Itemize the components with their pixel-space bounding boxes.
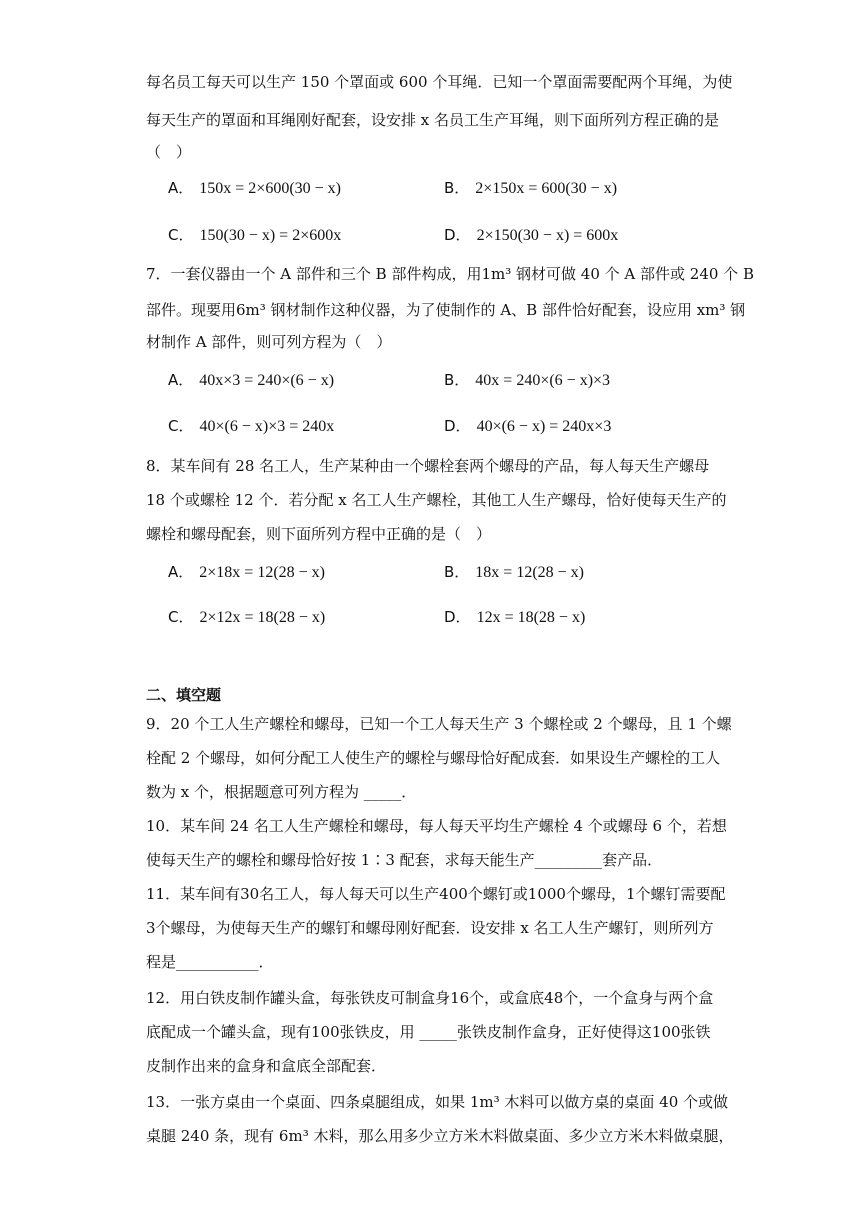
- q7-line-1: 7．一套仪器由一个 A 部件和三个 B 部件构成，用1m³ 钢材可做 40 个 A 部件或 240 个 B: [146, 265, 754, 283]
- q8-line-1: 8．某车间有 28 名工人，生产某种由一个螺栓套两个螺母的产品，每人每天生产螺母: [146, 457, 710, 475]
- q13-line-2: 桌腿 240 条，现有 6m³ 木料，那么用多少立方米木料做桌面、多少立方米木料做桌腿，: [146, 1127, 734, 1145]
- option-label: A．: [168, 563, 194, 581]
- option-expression: 2×150(30 − x) = 600x: [476, 227, 619, 244]
- q7-line-3: 材制作 A 部件，则可列方程为（ ）: [146, 333, 392, 351]
- option-label: C．: [168, 608, 194, 626]
- q6-option-b[interactable]: [444, 178, 617, 199]
- q8-option-a[interactable]: [168, 562, 325, 583]
- q11-line-2: 3个螺母，为使每天生产的螺钉和螺母刚好配套．设安排 x 名工人生产螺钉，则所列方: [146, 919, 714, 937]
- option-label: A．: [168, 179, 194, 197]
- q8-line-2: 18 个或螺栓 12 个．若分配 x 名工人生产螺栓，其他工人生产螺母，恰好使每天生产的: [146, 491, 727, 509]
- q11-line-3: 程是___________．: [146, 953, 274, 971]
- q7-option-b[interactable]: [444, 370, 610, 391]
- option-expression: 40×(6 − x)×3 = 240x: [199, 418, 335, 435]
- option-expression: 40x×3 = 240×(6 − x): [199, 372, 335, 389]
- option-label: D．: [444, 608, 471, 626]
- q13-line-1: 13．一张方桌由一个桌面、四条桌腿组成，如果 1m³ 木料可以做方桌的桌面 40 个或做: [146, 1093, 729, 1111]
- option-label: A．: [168, 371, 194, 389]
- q6-line-3: （ ）: [146, 143, 192, 161]
- option-expression: 18x = 12(28 − x): [475, 564, 584, 581]
- q10-line-1: 10．某车间 24 名工人生产螺栓和螺母，每人每天平均生产螺栓 4 个或螺母 6 个，若想: [146, 817, 727, 835]
- option-label: D．: [444, 226, 471, 244]
- option-label: C．: [168, 417, 194, 435]
- option-label: B．: [444, 179, 470, 197]
- q6-option-c[interactable]: [168, 225, 341, 246]
- option-expression: 2×18x = 12(28 − x): [199, 564, 325, 581]
- q8-option-d[interactable]: [444, 607, 585, 628]
- option-label: B．: [444, 371, 470, 389]
- q8-option-b[interactable]: [444, 562, 584, 583]
- q6-line-2: 每天生产的罩面和耳绳刚好配套，设安排 x 名员工生产耳绳，则下面所列方程正确的是: [146, 111, 719, 129]
- q8-line-3: 螺栓和螺母配套，则下面所列方程中正确的是（ ）: [146, 525, 492, 543]
- q6-option-d[interactable]: [444, 225, 618, 246]
- option-expression: 150(30 − x) = 2×600x: [199, 227, 342, 244]
- option-expression: 40×(6 − x) = 240x×3: [476, 418, 612, 435]
- q6-line-1: 每名员工每天可以生产 150 个罩面或 600 个耳绳．已知一个罩面需要配两个耳绳，为使: [146, 73, 733, 91]
- section-heading: 二、填空题: [146, 686, 222, 704]
- q11-line-1: 11．某车间有30名工人，每人每天可以生产400个螺钉或1000个螺母，1个螺钉需要配: [146, 885, 726, 903]
- q12-line-1: 12．用白铁皮制作罐头盒，每张铁皮可制盒身16个，或盒底48个，一个盒身与两个盒: [146, 989, 714, 1007]
- q9-line-1: 9．20 个工人生产螺栓和螺母，已知一个工人每天生产 3 个螺栓或 2 个螺母，且 1 个螺: [146, 715, 732, 733]
- q12-line-3: 皮制作出来的盒身和盒底全部配套．: [146, 1057, 387, 1075]
- q6-option-a[interactable]: [168, 178, 341, 199]
- option-label: B．: [444, 563, 470, 581]
- option-expression: 12x = 18(28 − x): [476, 609, 586, 626]
- q7-option-a[interactable]: [168, 370, 334, 391]
- q7-option-c[interactable]: [168, 416, 334, 437]
- option-expression: 2×150x = 600(30 − x): [475, 180, 618, 197]
- option-expression: 2×12x = 18(28 − x): [199, 609, 326, 626]
- q10-line-2: 使每天生产的螺栓和螺母恰好按 1∶3 配套，求每天能生产_________套产品．: [146, 851, 663, 869]
- q7-line-2: 部件。现要用6m³ 钢材制作这种仪器，为了使制作的 A、B 部件恰好配套，设应用 xm³ 钢: [146, 301, 746, 319]
- option-expression: 150x = 2×600(30 − x): [199, 180, 341, 197]
- q7-option-d[interactable]: [444, 416, 611, 437]
- option-label: D．: [444, 417, 471, 435]
- q8-option-c[interactable]: [168, 607, 325, 628]
- option-expression: 40x = 240×(6 − x)×3: [475, 372, 611, 389]
- option-label: C．: [168, 226, 194, 244]
- q12-line-2: 底配成一个罐头盒，现有100张铁皮，用 _____张铁皮制作盒身，正好使得这100张铁: [146, 1023, 711, 1041]
- q9-line-2: 栓配 2 个螺母，如何分配工人使生产的螺栓与螺母恰好配成套．如果设生产螺栓的工人: [146, 749, 721, 767]
- q9-line-3: 数为 x 个，根据题意可列方程为 _____．: [146, 783, 417, 801]
